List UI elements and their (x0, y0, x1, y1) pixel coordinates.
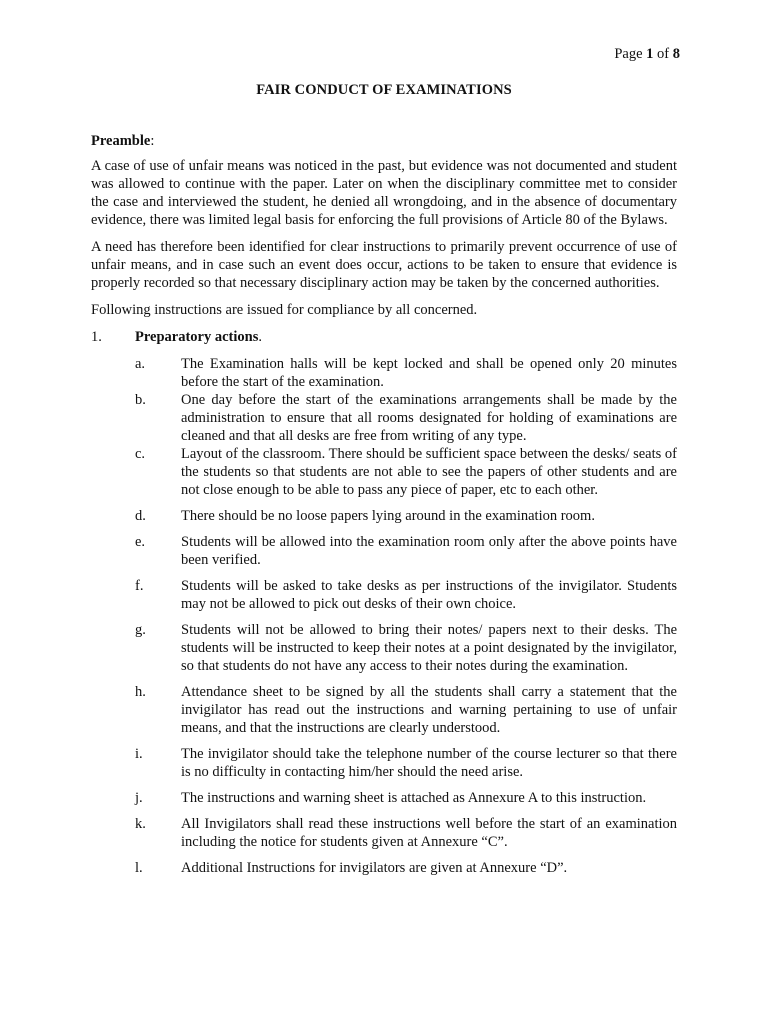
item-letter: l. (135, 860, 143, 876)
item-letter: b. (135, 392, 146, 408)
paragraph: A case of use of unfair means was noticed in the past, but evidence was not documented and student was allowed to continue with the paper. Later on when the disciplinary committee met to consider the case and interviewed the student, he denied all wrongdoing, and in the absence of documentary evidence, there was limited legal basis for enforcing the full provisions of Article 80 of the Bylaws. (91, 158, 677, 228)
list-item (91, 577, 677, 613)
section-heading: 1. Preparatory actions. (91, 329, 262, 345)
item-text: The instructions and warning sheet is attached as Annexure A to this instruction. (181, 790, 647, 806)
list-item (91, 683, 677, 737)
item-text: Students will be allowed into the examination room only after the above points have been verified. (181, 534, 677, 568)
item-letter: a. (135, 356, 146, 372)
section-number: 1. (91, 329, 102, 345)
item-text: Layout of the classroom. There should be sufficient space between the desks/ seats of the students so that students are not able to see the papers of other students and are not close enough to be able to pass any piece of paper, etc to each other. (181, 446, 677, 498)
list-item (91, 621, 677, 675)
paragraph: Following instructions are issued for compliance by all concerned. (91, 302, 478, 318)
list-item (91, 859, 677, 877)
item-text: Students will not be allowed to bring their notes/ papers next to their desks. The students will be instructed to keep their notes at a point designated by the invigilator, so that students do not have any access to their notes during the examination. (181, 622, 677, 674)
list-item (91, 445, 677, 499)
list-item (91, 533, 677, 569)
item-letter: j. (135, 790, 143, 806)
item-text: Students will be asked to take desks as per instructions of the invigilator. Students may not be allowed to pick out desks of their own choice. (181, 578, 677, 612)
list-item (91, 507, 677, 525)
item-letter: k. (135, 816, 146, 832)
list-item (91, 815, 677, 851)
item-letter: f. (135, 578, 144, 594)
document-body (91, 132, 677, 877)
list-item (91, 745, 677, 781)
item-text: One day before the start of the examinations arrangements shall be made by the administration to ensure that all rooms designated for holding of examinations are cleaned and that all desks are free from writing of any type. (181, 392, 677, 444)
item-letter: g. (135, 622, 146, 638)
instruction-list (91, 355, 677, 877)
item-letter: d. (135, 508, 146, 524)
item-text: All Invigilators shall read these instructions well before the start of an examination including the notice for students given at Annexure “C”. (181, 816, 677, 850)
item-text: There should be no loose papers lying around in the examination room. (181, 508, 595, 524)
preamble-heading: Preamble: (91, 133, 155, 149)
list-item (91, 789, 677, 807)
item-text: The Examination halls will be kept locked and shall be opened only 20 minutes before the start of the examination. (181, 356, 677, 390)
list-item (91, 355, 677, 391)
list-item (91, 391, 677, 445)
paragraph: A need has therefore been identified for clear instructions to primarily prevent occurrence of use of unfair means, and in case such an event does occur, actions to be taken to ensure that evidence is properly recorded so that necessary disciplinary action may be taken by the concerned authorities. (91, 239, 677, 291)
item-text: Additional Instructions for invigilators are given at Annexure “D”. (181, 860, 568, 876)
item-letter: c. (135, 446, 146, 462)
item-text: The invigilator should take the telephone number of the course lecturer so that there is no difficulty in contacting him/her should the need arise. (181, 746, 677, 780)
current-page: 1 (646, 46, 654, 62)
item-letter: e. (135, 534, 146, 550)
item-letter: h. (135, 684, 146, 700)
total-pages: 8 (672, 46, 680, 62)
document-title: FAIR CONDUCT OF EXAMINATIONS (256, 82, 512, 98)
item-text: Attendance sheet to be signed by all the students shall carry a statement that the invigilator has read out the instructions and warning pertaining to use of unfair means, and that the instructions are clearly understood. (181, 684, 677, 736)
page-number: Page 1 of 8 (614, 46, 680, 62)
item-letter: i. (135, 746, 143, 762)
